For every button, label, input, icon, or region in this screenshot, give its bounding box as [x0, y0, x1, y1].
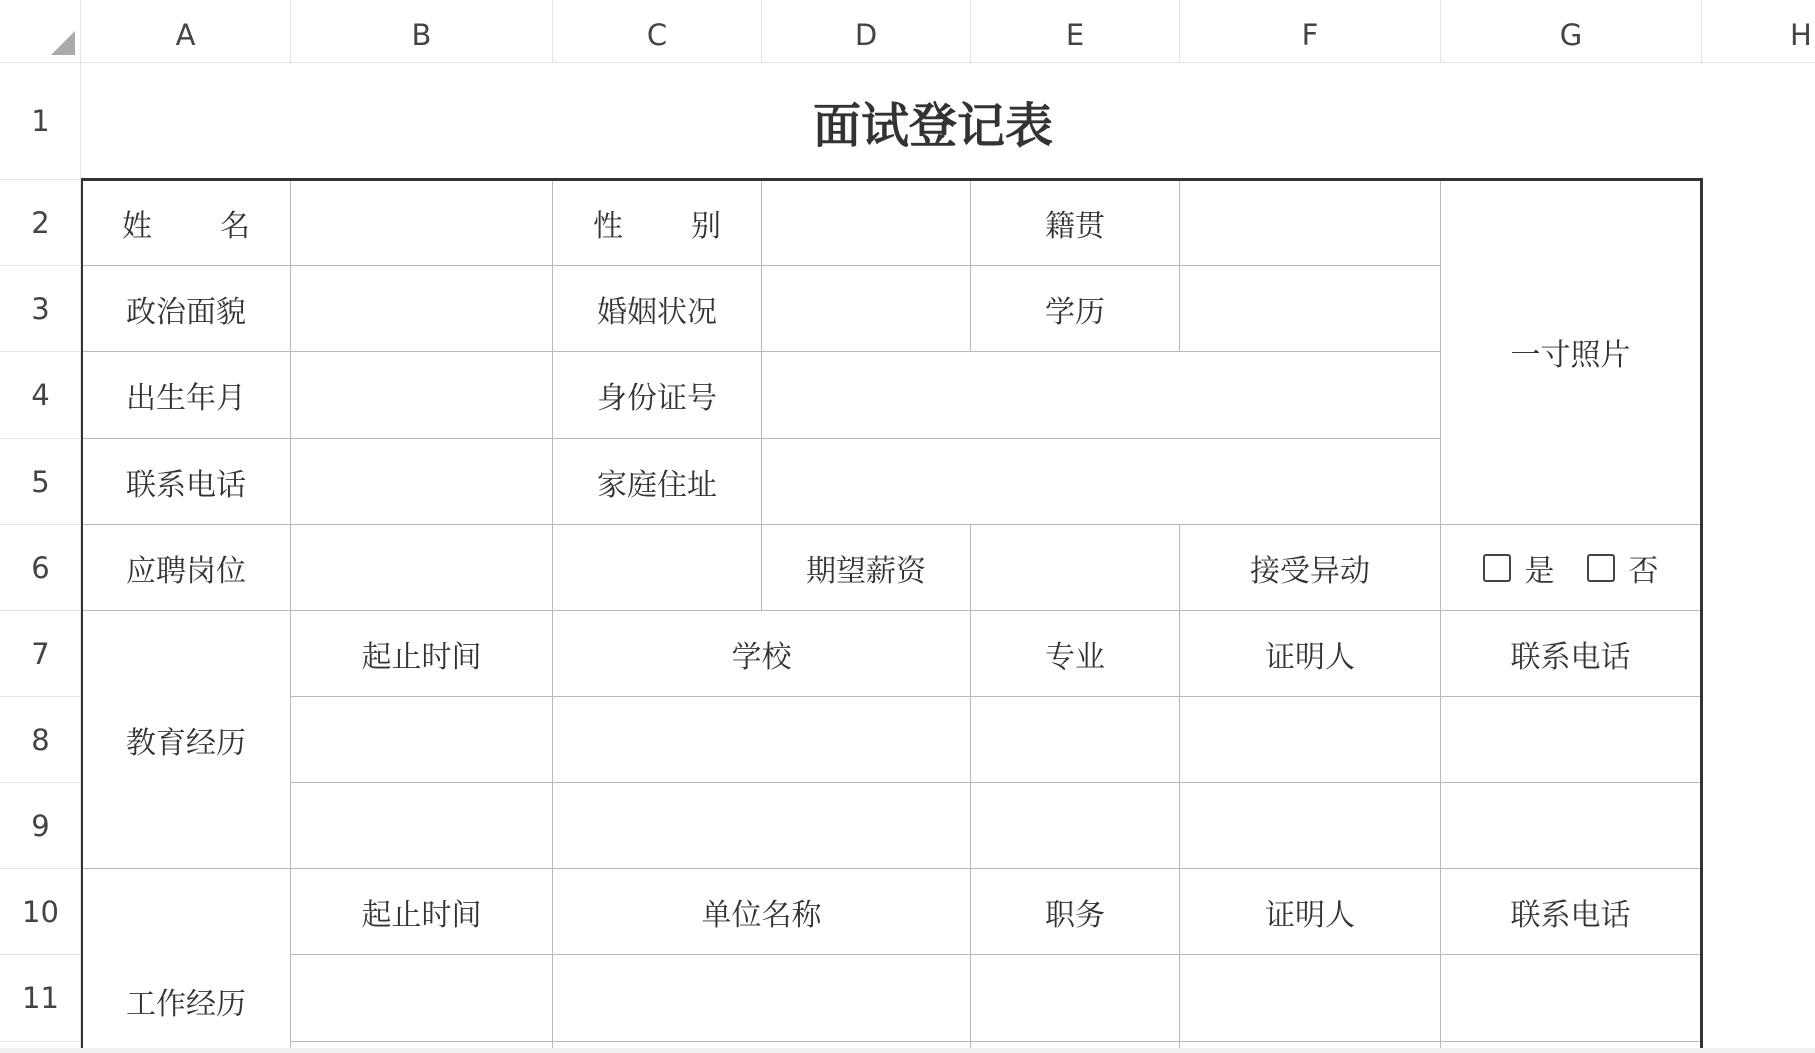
cell-home-address-label[interactable]: 家庭住址: [553, 439, 762, 525]
window-bottom-edge: [0, 1048, 1815, 1053]
cell-photo[interactable]: 一寸照片: [1441, 180, 1701, 525]
edu-row2-major[interactable]: [971, 783, 1180, 869]
choice-no-label: 否: [1628, 553, 1659, 589]
select-all-corner[interactable]: [0, 0, 81, 63]
choice-yes-label: 是: [1524, 553, 1555, 589]
edu-header-period[interactable]: 起止时间: [291, 611, 553, 697]
row-header-2[interactable]: 2: [0, 180, 81, 266]
cell-native-place-label[interactable]: 籍贯: [971, 180, 1180, 266]
cell-marital-status-label[interactable]: 婚姻状况: [553, 266, 762, 352]
cell-birth-date-value[interactable]: [291, 352, 553, 439]
cell-name-label[interactable]: [82, 180, 291, 266]
column-header-d[interactable]: D: [762, 0, 971, 63]
row-header-8[interactable]: 8: [0, 697, 81, 783]
name-label-char-2: 名: [220, 208, 250, 244]
column-header-b[interactable]: B: [291, 0, 553, 63]
column-header-bar: [0, 0, 1815, 63]
edu-row1-school[interactable]: [553, 697, 971, 783]
edu-header-major[interactable]: 专业: [971, 611, 1180, 697]
work-header-period[interactable]: 起止时间: [291, 869, 553, 955]
row-header-11[interactable]: 11: [0, 955, 81, 1042]
gender-label-char-1: 性: [593, 208, 623, 244]
row-header-5[interactable]: 5: [0, 439, 81, 525]
work-row1-phone[interactable]: [1441, 955, 1701, 1042]
edu-header-school[interactable]: 学校: [553, 611, 971, 697]
row-header-1[interactable]: 1: [0, 63, 81, 180]
row-header-bar: [0, 0, 81, 1053]
edu-header-phone[interactable]: 联系电话: [1441, 611, 1701, 697]
cell-home-address-value[interactable]: [762, 439, 1441, 525]
cell-accept-transfer-label[interactable]: 接受异动: [1180, 525, 1441, 611]
work-header-company[interactable]: 单位名称: [553, 869, 971, 955]
edu-header-reference[interactable]: 证明人: [1180, 611, 1441, 697]
cell-political-status-label[interactable]: 政治面貌: [82, 266, 291, 352]
work-row1-company[interactable]: [553, 955, 971, 1042]
row-header-9[interactable]: 9: [0, 783, 81, 869]
edu-row1-period[interactable]: [291, 697, 553, 783]
edu-row1-major[interactable]: [971, 697, 1180, 783]
checkbox-no[interactable]: [1587, 554, 1615, 582]
checkbox-yes[interactable]: [1483, 554, 1511, 582]
gender-label-char-2: 别: [691, 208, 721, 244]
cell-education-value[interactable]: [1180, 266, 1441, 352]
cell-position-value-b[interactable]: [291, 525, 553, 611]
cell-gender-value[interactable]: [762, 180, 971, 266]
cell-education-history-label[interactable]: 教育经历: [82, 611, 291, 869]
column-header-g[interactable]: G: [1441, 0, 1702, 63]
cell-id-number-value[interactable]: [762, 352, 1441, 439]
cell-id-number-label[interactable]: 身份证号: [553, 352, 762, 439]
row-header-4[interactable]: 4: [0, 352, 81, 439]
column-header-c[interactable]: C: [553, 0, 762, 63]
work-row1-period[interactable]: [291, 955, 553, 1042]
cell-gender-label[interactable]: [553, 180, 762, 266]
work-header-reference[interactable]: 证明人: [1180, 869, 1441, 955]
column-header-h[interactable]: H: [1790, 18, 1812, 52]
row-header-7[interactable]: 7: [0, 611, 81, 697]
cell-position-label[interactable]: 应聘岗位: [82, 525, 291, 611]
cell-political-status-value[interactable]: [291, 266, 553, 352]
work-row1-reference[interactable]: [1180, 955, 1441, 1042]
edu-row2-reference[interactable]: [1180, 783, 1441, 869]
cell-native-place-value[interactable]: [1180, 180, 1441, 266]
column-header-e[interactable]: E: [971, 0, 1180, 63]
select-all-triangle-icon: [51, 31, 75, 55]
cell-accept-transfer-choice: [1441, 525, 1701, 611]
cell-marital-status-value[interactable]: [762, 266, 971, 352]
cell-position-value-c[interactable]: [553, 525, 762, 611]
cell-contact-phone-value[interactable]: [291, 439, 553, 525]
row-header-3[interactable]: 3: [0, 266, 81, 352]
work-header-title[interactable]: 职务: [971, 869, 1180, 955]
cell-work-history-label[interactable]: 工作经历: [82, 869, 291, 1053]
choice-no[interactable]: [1587, 546, 1659, 590]
edu-row2-school[interactable]: [553, 783, 971, 869]
work-row1-title[interactable]: [971, 955, 1180, 1042]
edu-row2-period[interactable]: [291, 783, 553, 869]
edu-row1-reference[interactable]: [1180, 697, 1441, 783]
row-header-10[interactable]: 10: [0, 869, 81, 955]
cell-expected-salary-value[interactable]: [971, 525, 1180, 611]
work-header-phone[interactable]: 联系电话: [1441, 869, 1701, 955]
form-title[interactable]: 面试登记表: [812, 98, 1053, 154]
column-header-f[interactable]: F: [1180, 0, 1441, 63]
cell-education-label[interactable]: 学历: [971, 266, 1180, 352]
column-header-a[interactable]: A: [81, 0, 291, 63]
cell-contact-phone-label[interactable]: 联系电话: [82, 439, 291, 525]
edu-row2-phone[interactable]: [1441, 783, 1701, 869]
name-label-char-1: 姓: [122, 208, 152, 244]
cell-expected-salary-label[interactable]: 期望薪资: [762, 525, 971, 611]
cell-name-value[interactable]: [291, 180, 553, 266]
choice-yes[interactable]: [1483, 546, 1555, 590]
cell-birth-date-label[interactable]: 出生年月: [82, 352, 291, 439]
row-header-6[interactable]: 6: [0, 525, 81, 611]
edu-row1-phone[interactable]: [1441, 697, 1701, 783]
